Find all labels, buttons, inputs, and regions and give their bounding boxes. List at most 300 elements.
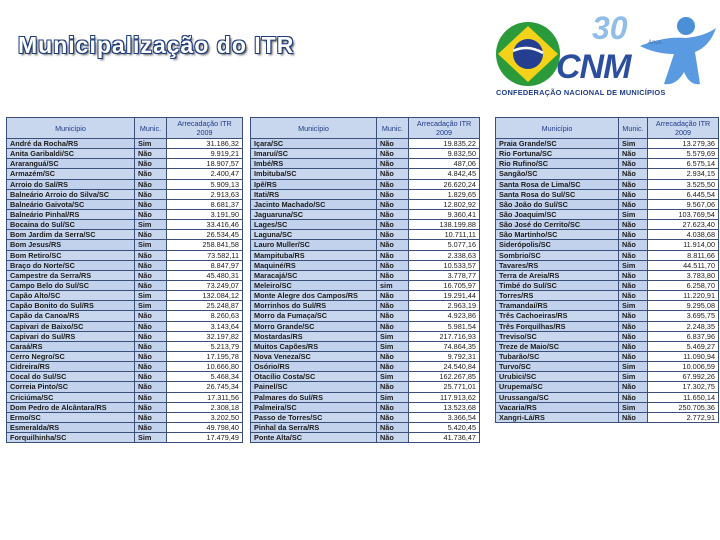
unic-cell: Não — [377, 301, 409, 311]
municipio-cell: Osório/RS — [251, 362, 377, 372]
unic-cell: Não — [377, 179, 409, 189]
arrecadacao-cell: 45.480,31 — [167, 270, 243, 280]
arrecadacao-cell: 24.540,84 — [409, 362, 480, 372]
arrecadacao-cell: 18.907,57 — [167, 159, 243, 169]
arrecadacao-cell: 5.077,16 — [409, 240, 480, 250]
anniversary-number: 30 — [592, 10, 628, 46]
municipio-cell: Imbé/RS — [251, 159, 377, 169]
unic-cell: Sim — [135, 291, 167, 301]
municipio-cell: Arroio do Sal/RS — [7, 179, 135, 189]
table-row — [7, 169, 243, 179]
unic-cell: Não — [377, 382, 409, 392]
unic-cell: Não — [619, 392, 648, 402]
table-row — [496, 321, 719, 331]
arrecadacao-cell: 138.199,88 — [409, 220, 480, 230]
municipio-cell: Morro da Fumaça/SC — [251, 311, 377, 321]
unic-cell: Não — [135, 199, 167, 209]
table-row — [251, 139, 480, 149]
itr-table-3 — [495, 117, 719, 423]
municipio-cell: Ipê/RS — [251, 179, 377, 189]
table-row — [251, 159, 480, 169]
table-row — [251, 402, 480, 412]
table-row — [7, 291, 243, 301]
municipio-cell: São João do Sul/SC — [496, 199, 619, 209]
arrecadacao-cell: 8.681,37 — [167, 199, 243, 209]
table-row — [7, 270, 243, 280]
unic-cell: Sim — [377, 341, 409, 351]
unic-cell: Não — [135, 230, 167, 240]
arrecadacao-cell: 5.213,79 — [167, 341, 243, 351]
table-header-row — [496, 118, 719, 139]
arrecadacao-cell: 27.623,40 — [648, 220, 719, 230]
page-title: Municipalização do ITR — [18, 32, 295, 58]
municipio-cell: Passo de Torres/SC — [251, 412, 377, 422]
municipio-cell: Bom Jesus/RS — [7, 240, 135, 250]
unic-cell: Não — [377, 433, 409, 443]
unic-cell: Não — [135, 412, 167, 422]
arrecadacao-cell: 26.620,24 — [409, 179, 480, 189]
table-header-row — [251, 118, 480, 139]
municipio-cell: Treze de Maio/SC — [496, 341, 619, 351]
table-row — [251, 209, 480, 219]
municipio-cell: Cocal do Sul/SC — [7, 372, 135, 382]
table-row — [7, 321, 243, 331]
unic-cell: Não — [135, 270, 167, 280]
unic-cell: Não — [619, 331, 648, 341]
table-row — [7, 382, 243, 392]
municipio-cell: Painel/SC — [251, 382, 377, 392]
unic-cell: Não — [619, 341, 648, 351]
municipio-cell: São José do Cerrito/SC — [496, 220, 619, 230]
municipio-cell: Lages/SC — [251, 220, 377, 230]
municipio-cell: Três Forquilhas/RS — [496, 321, 619, 331]
municipio-cell: Ponte Alta/SC — [251, 433, 377, 443]
arrecadacao-cell: 5.909,13 — [167, 179, 243, 189]
municipio-cell: Laguna/SC — [251, 230, 377, 240]
table-row — [496, 382, 719, 392]
table-row — [7, 230, 243, 240]
arrecadacao-cell: 3.191,90 — [167, 209, 243, 219]
table-row — [496, 230, 719, 240]
table-row — [496, 209, 719, 219]
arrecadacao-cell: 3.783,80 — [648, 270, 719, 280]
table-row — [7, 362, 243, 372]
municipio-cell: Cidreira/RS — [7, 362, 135, 372]
arrecadacao-cell: 2.963,19 — [409, 301, 480, 311]
anniversary-label: Anos — [648, 40, 662, 46]
table-row — [496, 179, 719, 189]
arrecadacao-cell: 2.934,15 — [648, 169, 719, 179]
unic-cell: Não — [377, 270, 409, 280]
municipio-cell: Meleiro/SC — [251, 280, 377, 290]
arrecadacao-cell: 117.913,62 — [409, 392, 480, 402]
arrecadacao-cell: 13.523,68 — [409, 402, 480, 412]
municipio-cell: Sangão/SC — [496, 169, 619, 179]
municipio-cell: Capivari de Baixo/SC — [7, 321, 135, 331]
table-row — [496, 412, 719, 422]
unic-cell: Sim — [135, 301, 167, 311]
arrecadacao-cell: 10.711,11 — [409, 230, 480, 240]
arrecadacao-cell: 8.811,66 — [648, 250, 719, 260]
table-row — [251, 422, 480, 432]
arrecadacao-cell: 5.981,54 — [409, 321, 480, 331]
table-row — [7, 209, 243, 219]
table-row — [251, 331, 480, 341]
arrecadacao-cell: 250.705,36 — [648, 402, 719, 412]
table-row — [496, 220, 719, 230]
unic-cell: Sim — [619, 362, 648, 372]
municipio-cell: Santa Rosa de Lima/SC — [496, 179, 619, 189]
municipio-cell: Criciúma/SC — [7, 392, 135, 402]
unic-cell: Não — [619, 149, 648, 159]
unic-cell: Sim — [619, 209, 648, 219]
table-row — [7, 159, 243, 169]
table-row — [251, 250, 480, 260]
unic-cell: Não — [135, 149, 167, 159]
table-row — [251, 169, 480, 179]
unic-cell: Não — [135, 422, 167, 432]
unic-cell: Sim — [135, 240, 167, 250]
table-row — [7, 422, 243, 432]
table-row — [496, 149, 719, 159]
arrecadacao-cell: 17.311,56 — [167, 392, 243, 402]
arrecadacao-cell: 2.248,35 — [648, 321, 719, 331]
arrecadacao-cell: 132.084,12 — [167, 291, 243, 301]
unic-cell: Não — [619, 311, 648, 321]
municipio-cell: Muitos Capões/RS — [251, 341, 377, 351]
arrecadacao-cell: 3.143,64 — [167, 321, 243, 331]
arrecadacao-cell: 3.695,75 — [648, 311, 719, 321]
unic-cell: Não — [619, 250, 648, 260]
unic-cell: Não — [135, 280, 167, 290]
arrecadacao-cell: 3.525,50 — [648, 179, 719, 189]
table-row — [496, 199, 719, 209]
table-row — [7, 250, 243, 260]
municipio-cell: Campo Belo do Sul/SC — [7, 280, 135, 290]
municipio-cell: Urussanga/SC — [496, 392, 619, 402]
table-row — [496, 362, 719, 372]
table-row — [496, 260, 719, 270]
arrecadacao-cell: 33.416,46 — [167, 220, 243, 230]
unic-cell: Não — [377, 230, 409, 240]
municipio-cell: Tubarão/SC — [496, 351, 619, 361]
municipio-cell: Monte Alegre dos Campos/RS — [251, 291, 377, 301]
unic-cell: Não — [619, 179, 648, 189]
unic-cell: Sim — [377, 372, 409, 382]
municipio-cell: Araranguá/SC — [7, 159, 135, 169]
arrecadacao-cell: 2.772,91 — [648, 412, 719, 422]
table-row — [496, 402, 719, 412]
arrecadacao-cell: 6.258,70 — [648, 280, 719, 290]
unic-cell: Não — [619, 351, 648, 361]
municipio-cell: Bom Retiro/SC — [7, 250, 135, 260]
arrecadacao-cell: 19.835,22 — [409, 139, 480, 149]
municipio-cell: Sombrio/SC — [496, 250, 619, 260]
arrecadacao-cell: 3.202,50 — [167, 412, 243, 422]
table-row — [7, 412, 243, 422]
municipio-cell: Capão da Canoa/RS — [7, 311, 135, 321]
table-row — [251, 372, 480, 382]
municipio-cell: Xangri-Lá/RS — [496, 412, 619, 422]
arrecadacao-cell: 2.400,47 — [167, 169, 243, 179]
arrecadacao-cell: 2.338,63 — [409, 250, 480, 260]
arrecadacao-cell: 4.038,68 — [648, 230, 719, 240]
table-row — [251, 412, 480, 422]
arrecadacao-cell: 25.771,01 — [409, 382, 480, 392]
unic-cell: Não — [377, 422, 409, 432]
table-row — [251, 240, 480, 250]
col-municipio: Município — [7, 118, 135, 139]
unic-cell: Não — [619, 291, 648, 301]
table-row — [251, 351, 480, 361]
table-header-row — [7, 118, 243, 139]
unic-cell: Não — [619, 382, 648, 392]
table-row — [7, 240, 243, 250]
municipio-cell: Imaruí/SC — [251, 149, 377, 159]
arrecadacao-cell: 49.798,40 — [167, 422, 243, 432]
unic-cell: Não — [377, 220, 409, 230]
municipio-cell: Mostardas/RS — [251, 331, 377, 341]
arrecadacao-cell: 67.992,26 — [648, 372, 719, 382]
arrecadacao-cell: 162.267,85 — [409, 372, 480, 382]
table-row — [496, 392, 719, 402]
table-row — [496, 240, 719, 250]
col-municipio: Município — [251, 118, 377, 139]
municipio-cell: Itati/RS — [251, 189, 377, 199]
municipio-cell: Torres/RS — [496, 291, 619, 301]
table-row — [496, 169, 719, 179]
arrecadacao-cell: 487,06 — [409, 159, 480, 169]
unic-cell: sim — [377, 280, 409, 290]
table-row — [496, 159, 719, 169]
arrecadacao-cell: 4.923,86 — [409, 311, 480, 321]
unic-cell: Não — [135, 311, 167, 321]
arrecadacao-cell: 2.308,18 — [167, 402, 243, 412]
unic-cell: Não — [619, 412, 648, 422]
table-row — [251, 189, 480, 199]
unic-cell: Não — [377, 321, 409, 331]
table-row — [7, 402, 243, 412]
table-row — [496, 291, 719, 301]
municipio-cell: Praia Grande/SC — [496, 139, 619, 149]
municipio-cell: Bom Jardim da Serra/SC — [7, 230, 135, 240]
arrecadacao-cell: 9.919,21 — [167, 149, 243, 159]
municipio-cell: Urupema/SC — [496, 382, 619, 392]
unic-cell: Não — [135, 189, 167, 199]
unic-cell: Não — [377, 291, 409, 301]
municipio-cell: Nova Veneza/SC — [251, 351, 377, 361]
municipio-cell: Treviso/SC — [496, 331, 619, 341]
unic-cell: Não — [135, 392, 167, 402]
unic-cell: Sim — [619, 260, 648, 270]
col-arrecadacao: Arrecadação ITR 2009 — [409, 118, 480, 139]
logo-caption: CONFEDERAÇÃO NACIONAL DE MUNICÍPIOS — [496, 88, 666, 97]
table-row — [251, 260, 480, 270]
municipio-cell: Rio Rufino/SC — [496, 159, 619, 169]
unic-cell: Não — [619, 220, 648, 230]
unic-cell: Sim — [619, 301, 648, 311]
arrecadacao-cell: 11.090,94 — [648, 351, 719, 361]
arrecadacao-cell: 26.534,45 — [167, 230, 243, 240]
arrecadacao-cell: 10.666,80 — [167, 362, 243, 372]
municipio-cell: Pinhal da Serra/RS — [251, 422, 377, 432]
table-row — [251, 280, 480, 290]
municipio-cell: Mampituba/RS — [251, 250, 377, 260]
arrecadacao-cell: 12.802,92 — [409, 199, 480, 209]
unic-cell: Não — [135, 260, 167, 270]
arrecadacao-cell: 16.705,97 — [409, 280, 480, 290]
arrecadacao-cell: 6.445,54 — [648, 189, 719, 199]
unic-cell: Não — [377, 250, 409, 260]
table-row — [7, 199, 243, 209]
table-row — [251, 382, 480, 392]
unic-cell: Não — [377, 412, 409, 422]
municipio-cell: Urubici/SC — [496, 372, 619, 382]
arrecadacao-cell: 2.913,63 — [167, 189, 243, 199]
arrecadacao-cell: 17.195,78 — [167, 351, 243, 361]
municipio-cell: Bocaina do Sul/SC — [7, 220, 135, 230]
table-row — [7, 220, 243, 230]
unic-cell: Sim — [377, 392, 409, 402]
unic-cell: Não — [377, 139, 409, 149]
table-row — [251, 230, 480, 240]
unic-cell: Não — [377, 159, 409, 169]
unic-cell: Não — [135, 159, 167, 169]
municipio-cell: Palmares do Sul/RS — [251, 392, 377, 402]
unic-cell: Não — [377, 260, 409, 270]
table-row — [7, 341, 243, 351]
table-row — [251, 179, 480, 189]
unic-cell: Não — [377, 189, 409, 199]
municipio-cell: Capão Bonito do Sul/RS — [7, 301, 135, 311]
municipio-cell: Caraá/RS — [7, 341, 135, 351]
table-row — [7, 301, 243, 311]
unic-cell: Não — [377, 149, 409, 159]
arrecadacao-cell: 8.260,63 — [167, 311, 243, 321]
unic-cell: Não — [135, 250, 167, 260]
unic-cell: Não — [619, 230, 648, 240]
municipio-cell: Timbé do Sul/SC — [496, 280, 619, 290]
municipio-cell: Terra de Areia/RS — [496, 270, 619, 280]
table-row — [251, 321, 480, 331]
municipio-cell: Três Cachoeiras/RS — [496, 311, 619, 321]
arrecadacao-cell: 11.220,91 — [648, 291, 719, 301]
table-row — [251, 199, 480, 209]
col-unic: Munic. — [377, 118, 409, 139]
arrecadacao-cell: 5.469,27 — [648, 341, 719, 351]
arrecadacao-cell: 5.420,45 — [409, 422, 480, 432]
arrecadacao-cell: 44.511,70 — [648, 260, 719, 270]
arrecadacao-cell: 26.745,34 — [167, 382, 243, 392]
itr-table-2 — [250, 117, 480, 443]
table-row — [7, 139, 243, 149]
table-row — [251, 311, 480, 321]
unic-cell: Não — [619, 199, 648, 209]
table-row — [496, 301, 719, 311]
table-row — [251, 341, 480, 351]
municipio-cell: Imbituba/SC — [251, 169, 377, 179]
arrecadacao-cell: 9.360,41 — [409, 209, 480, 219]
municipio-cell: Içara/SC — [251, 139, 377, 149]
unic-cell: Não — [135, 169, 167, 179]
arrecadacao-cell: 13.279,36 — [648, 139, 719, 149]
unic-cell: Não — [619, 240, 648, 250]
table-row — [496, 189, 719, 199]
unic-cell: Sim — [619, 372, 648, 382]
arrecadacao-cell: 10.533,57 — [409, 260, 480, 270]
table-row — [7, 392, 243, 402]
arrecadacao-cell: 1.829,65 — [409, 189, 480, 199]
unic-cell: Não — [377, 169, 409, 179]
col-unic: Munic. — [135, 118, 167, 139]
unic-cell: Não — [377, 199, 409, 209]
table-row — [7, 149, 243, 159]
municipio-cell: Cerro Negro/SC — [7, 351, 135, 361]
municipio-cell: Correia Pinto/SC — [7, 382, 135, 392]
arrecadacao-cell: 32.197,82 — [167, 331, 243, 341]
arrecadacao-cell: 73.582,11 — [167, 250, 243, 260]
unic-cell: Não — [135, 331, 167, 341]
table-row — [7, 331, 243, 341]
municipio-cell: Morro Grande/SC — [251, 321, 377, 331]
unic-cell: Não — [619, 321, 648, 331]
table-row — [7, 311, 243, 321]
municipio-cell: Santa Rosa do Sul/SC — [496, 189, 619, 199]
unic-cell: Não — [135, 382, 167, 392]
arrecadacao-cell: 5.468,34 — [167, 372, 243, 382]
arrecadacao-cell: 258.841,58 — [167, 240, 243, 250]
table-row — [251, 433, 480, 443]
table-row — [496, 331, 719, 341]
arrecadacao-cell: 3.778,77 — [409, 270, 480, 280]
itr-table-1 — [6, 117, 243, 443]
municipio-cell: Ermo/SC — [7, 412, 135, 422]
table-row — [496, 280, 719, 290]
municipio-cell: Campestre da Serra/RS — [7, 270, 135, 280]
unic-cell: Não — [377, 240, 409, 250]
arrecadacao-cell: 9.567,06 — [648, 199, 719, 209]
municipio-cell: Maquiné/RS — [251, 260, 377, 270]
table-row — [496, 270, 719, 280]
arrecadacao-cell: 10.006,59 — [648, 362, 719, 372]
unic-cell: Não — [135, 351, 167, 361]
municipio-cell: Turvo/SC — [496, 362, 619, 372]
municipio-cell: Tavares/RS — [496, 260, 619, 270]
municipio-cell: Otacílio Costa/SC — [251, 372, 377, 382]
arrecadacao-cell: 73.249,07 — [167, 280, 243, 290]
municipio-cell: Capivari do Sul/RS — [7, 331, 135, 341]
col-unic: Munic. — [619, 118, 648, 139]
unic-cell: Não — [619, 159, 648, 169]
municipio-cell: André da Rocha/RS — [7, 139, 135, 149]
unic-cell: Não — [135, 179, 167, 189]
arrecadacao-cell: 17.479,49 — [167, 433, 243, 443]
unic-cell: Sim — [619, 139, 648, 149]
table-row — [251, 149, 480, 159]
municipio-cell: Balneário Gaivota/SC — [7, 199, 135, 209]
table-row — [496, 372, 719, 382]
municipio-cell: Braço do Norte/SC — [7, 260, 135, 270]
table-row — [496, 341, 719, 351]
arrecadacao-cell: 103.769,54 — [648, 209, 719, 219]
cnm-wordmark: CNM — [556, 48, 631, 86]
unic-cell: Não — [619, 280, 648, 290]
municipio-cell: Armazém/SC — [7, 169, 135, 179]
unic-cell: Sim — [135, 433, 167, 443]
municipio-cell: São Martinho/SC — [496, 230, 619, 240]
municipio-cell: Siderópolis/SC — [496, 240, 619, 250]
unic-cell: Não — [377, 351, 409, 361]
